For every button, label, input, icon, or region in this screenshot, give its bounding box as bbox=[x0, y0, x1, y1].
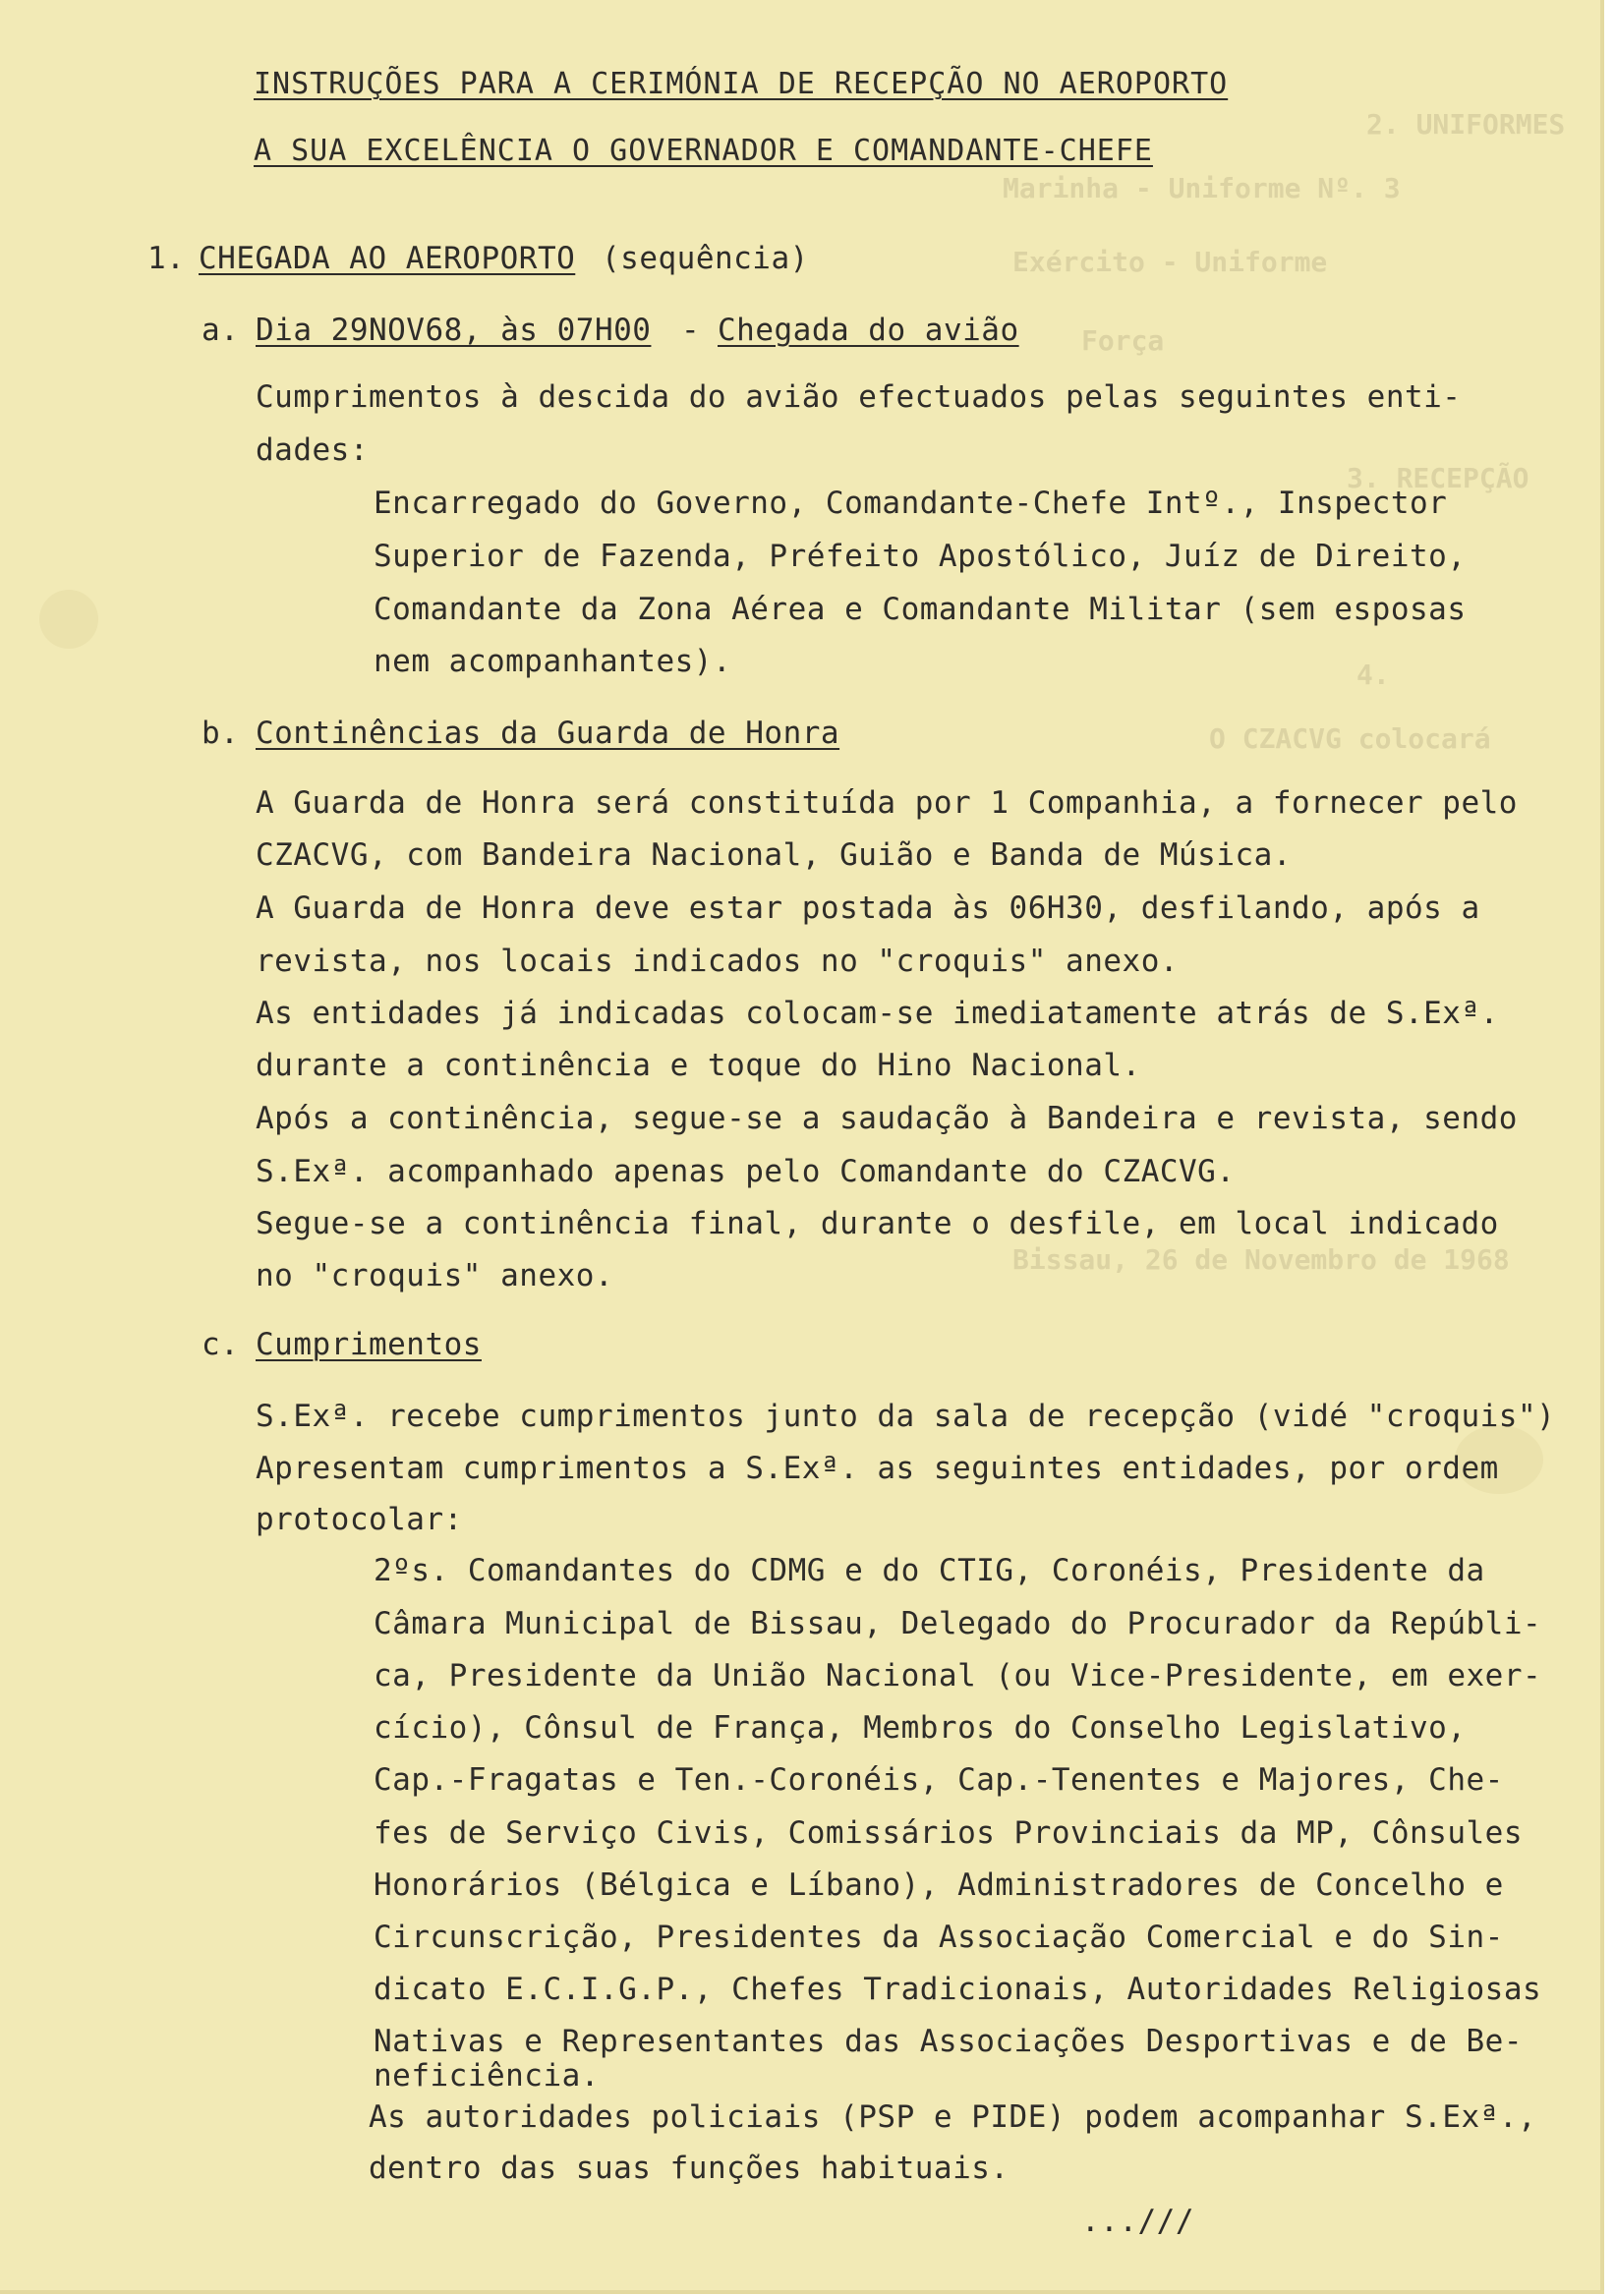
entity-line: Câmara Municipal de Bissau, Delegado do Procurador da Repúbli- bbox=[374, 1606, 1542, 1641]
show-through-line: Bissau, 26 de Novembro de 1968 bbox=[1012, 1243, 1510, 1276]
show-through-line: 4. bbox=[1356, 659, 1407, 691]
entity-line: dicato E.C.I.G.P., Chefes Tradicionais, Autoridades Religiosas bbox=[374, 1972, 1542, 2007]
entity-line: nem acompanhantes). bbox=[374, 644, 732, 679]
paragraph-line: A Guarda de Honra será constituída por 1 Companhia, a fornecer pelo bbox=[256, 785, 1518, 821]
item-a-dash: - bbox=[681, 313, 701, 348]
entity-line: cício), Cônsul de França, Membros do Conselho Legislativo, bbox=[374, 1710, 1467, 1746]
entity-line: Honorários (Bélgica e Líbano), Administradores de Concelho e bbox=[374, 1867, 1504, 1903]
paragraph-line: dades: bbox=[256, 432, 369, 468]
entity-line: Superior de Fazenda, Préfeito Apostólico, Juíz de Direito, bbox=[374, 539, 1467, 574]
entity-line: Comandante da Zona Aérea e Comandante Militar (sem esposas bbox=[374, 592, 1467, 627]
item-c-label: c. bbox=[202, 1327, 240, 1362]
document-title-line-2: A SUA EXCELÊNCIA O GOVERNADOR E COMANDANTE-CHEFE bbox=[254, 134, 1153, 168]
document-title-line-1: INSTRUÇÕES PARA A CERIMÓNIA DE RECEPÇÃO NO AEROPORTO bbox=[254, 67, 1229, 101]
paragraph-line: S.Exª. recebe cumprimentos junto da sala de recepção (vidé "croquis") bbox=[256, 1399, 1556, 1434]
show-through-line: 2. UNIFORMES bbox=[1366, 108, 1566, 141]
paragraph-line: S.Exª. acompanhado apenas pelo Comandante do CZACVG. bbox=[256, 1154, 1236, 1189]
item-c-heading: Cumprimentos bbox=[256, 1327, 482, 1362]
entity-line: Encarregado do Governo, Comandante-Chefe Intº., Inspector bbox=[374, 486, 1448, 521]
paragraph-line: Segue-se a continência final, durante o desfile, em local indicado bbox=[256, 1206, 1499, 1241]
paragraph-line: dentro das suas funções habituais. bbox=[369, 2151, 1009, 2186]
paragraph-line: Após a continência, segue-se a saudação à Bandeira e revista, sendo bbox=[256, 1101, 1518, 1136]
paragraph-line: As autoridades policiais (PSP e PIDE) podem acompanhar S.Exª., bbox=[369, 2099, 1537, 2135]
paragraph-line: durante a continência e toque do Hino Nacional. bbox=[256, 1048, 1141, 1083]
entity-line: Nativas e Representantes das Associações Desportivas e de Be- bbox=[374, 2024, 1523, 2059]
section-heading-suffix: (sequência) bbox=[602, 241, 809, 276]
paragraph-line: A Guarda de Honra deve estar postada às 06H30, desfilando, após a bbox=[256, 890, 1480, 926]
item-a-label: a. bbox=[202, 313, 240, 348]
show-through-line: Exército - Uniforme bbox=[1012, 246, 1328, 278]
paragraph-line: Cumprimentos à descida do avião efectuados pelas seguintes enti- bbox=[256, 379, 1462, 415]
item-b-heading: Continências da Guarda de Honra bbox=[256, 716, 840, 751]
entity-line: 2ºs. Comandantes do CDMG e do CTIG, Coronéis, Presidente da bbox=[374, 1553, 1485, 1588]
paragraph-line: CZACVG, com Bandeira Nacional, Guião e Banda de Música. bbox=[256, 837, 1292, 873]
section-heading: CHEGADA AO AEROPORTO bbox=[199, 241, 576, 276]
show-through-line: 3. RECEPÇÃO bbox=[1347, 462, 1529, 494]
entity-line: Circunscrição, Presidentes da Associação Comercial e do Sin- bbox=[374, 1920, 1504, 1955]
paragraph-line: protocolar: bbox=[256, 1502, 463, 1537]
show-through-line: Força bbox=[1081, 324, 1165, 357]
paragraph-line: no "croquis" anexo. bbox=[256, 1258, 614, 1293]
continuation-mark: .../// bbox=[1081, 2204, 1194, 2239]
paragraph-line: As entidades já indicadas colocam-se imediatamente atrás de S.Exª. bbox=[256, 996, 1499, 1031]
entity-line: Cap.-Fragatas e Ten.-Coronéis, Cap.-Tenentes e Majores, Che- bbox=[374, 1762, 1504, 1798]
show-through-line: O CZACVG colocará bbox=[1209, 722, 1491, 755]
section-number: 1. bbox=[147, 241, 186, 276]
entity-line: ca, Presidente da União Nacional (ou Vice-Presidente, em exer- bbox=[374, 1658, 1542, 1693]
item-b-label: b. bbox=[202, 716, 240, 751]
item-a-event: Chegada do avião bbox=[718, 313, 1019, 348]
item-a-date: Dia 29NOV68, às 07H00 bbox=[256, 313, 652, 348]
show-through-line: Marinha - Uniforme Nº. 3 bbox=[1003, 172, 1401, 204]
paragraph-line: revista, nos locais indicados no "croquis" anexo. bbox=[256, 944, 1180, 979]
paragraph-line: Apresentam cumprimentos a S.Exª. as seguintes entidades, por ordem bbox=[256, 1451, 1499, 1486]
entity-line: neficiência. bbox=[374, 2058, 600, 2094]
entity-line: fes de Serviço Civis, Comissários Provinciais da MP, Cônsules bbox=[374, 1815, 1523, 1851]
